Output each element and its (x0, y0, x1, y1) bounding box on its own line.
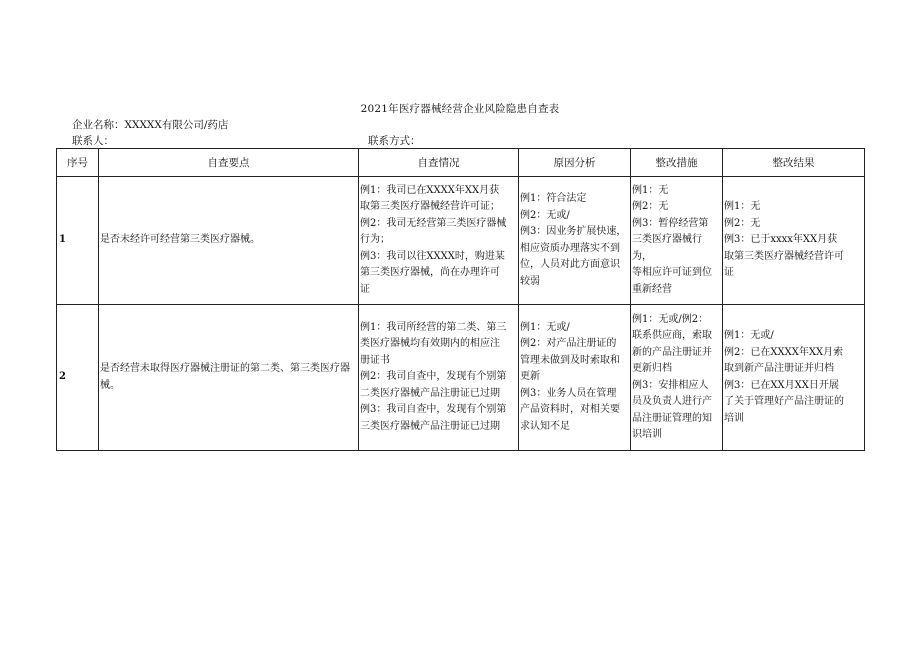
self-inspection-table (56, 148, 865, 451)
cell-line: 例2：无或/ (520, 209, 570, 221)
row-number: 2 (57, 305, 99, 451)
cell-line: 员及负责人进行产 (632, 396, 712, 407)
check-point-cell: 是否未经许可经营第三类医疗器械。 (99, 177, 359, 305)
cell-line: 例2：已在XXXX年XX月索 (724, 346, 844, 358)
cell-line: 例3：我司自查中，发现有个别第 (360, 404, 507, 416)
header-check-situation: 自查情况 (359, 149, 519, 177)
contact-method-label: 联系方式： (368, 135, 421, 147)
contact-person-label: 联系人： (72, 135, 114, 147)
cell-line: 相应资质办理落实不到 (520, 242, 620, 254)
cell-line: 例1：我司已在XXXX年XX月获 (360, 184, 500, 196)
rectification-measures-cell (631, 177, 723, 305)
cell-line: 培训 (724, 412, 744, 424)
cell-line: 取第三类医疗器械经营许可 (724, 250, 844, 262)
cell-line: 第三类医疗器械，尚在办理许可 (360, 267, 500, 279)
table-header-row (57, 149, 865, 177)
cell-line: 取第三类医疗器械经营许可证； (360, 201, 500, 213)
cell-line: 联系供应商，索取 (632, 330, 712, 341)
cell-line: 产品资料时，对相关要 (520, 404, 620, 416)
cell-line: 重新经营 (632, 283, 672, 295)
rectification-measures-cell (631, 305, 723, 451)
cell-line: 更新 (520, 371, 540, 383)
cell-line: 较弱 (520, 275, 540, 287)
document-title: 2021年医疗器械经营企业风险隐患自查表 (360, 103, 560, 115)
cell-line: 新的产品注册证并 (632, 346, 712, 358)
check-situation-cell (359, 177, 519, 305)
cell-line: 识培训 (632, 429, 662, 440)
cell-line: 例2：无 (724, 217, 761, 229)
cell-line: 类医疗器械均有效期内的相应注 (360, 338, 500, 350)
cell-line: 例1：无 (632, 184, 669, 196)
cause-analysis-cell (519, 305, 631, 451)
cell-line: 例3：暂停经营第 (632, 217, 709, 229)
cell-line: 例2：我司无经营第三类医疗器械 (360, 217, 507, 229)
cell-line: 例2：无 (632, 201, 669, 213)
cell-line: 例3：业务人员在管理 (520, 387, 617, 399)
cell-line: 例1：无或/例2： (632, 313, 709, 325)
cell-line: 册证书 (360, 354, 390, 366)
cell-line: 品注册证管理的知 (632, 412, 712, 424)
cell-line: 更新归档 (632, 363, 672, 374)
header-check-point: 自查要点 (99, 149, 359, 177)
cell-line: 例1：无 (724, 201, 761, 213)
table-row (57, 305, 865, 451)
rectification-result-cell (723, 305, 865, 451)
header-rectification-measures: 整改措施 (631, 149, 723, 177)
cell-line: 例1：符合法定 (520, 193, 587, 204)
cell-line: 位，人员对此方面意识 (520, 259, 620, 270)
cell-line: 例3：已在XX月XX日开展 (724, 379, 839, 391)
cell-line: 证 (724, 267, 734, 279)
header-cause-analysis: 原因分析 (519, 149, 631, 177)
cell-line: 求认知不足 (520, 420, 570, 432)
cell-line: 例1：无或/ (724, 330, 774, 341)
cell-line: 行为； (360, 234, 390, 246)
check-situation-cell (359, 305, 519, 451)
cell-line: 三类医疗器械行为， (632, 234, 702, 262)
cell-line: 例2：对产品注册证的 (520, 338, 617, 350)
cell-line: 例3：安排相应人 (632, 379, 709, 391)
header-index: 序号 (57, 149, 99, 177)
header-rectification-result: 整改结果 (723, 149, 865, 177)
rectification-result-cell (723, 177, 865, 305)
cell-line: 例3：已于xxxx年XX月获 (724, 234, 838, 246)
row-number: 1 (57, 177, 99, 305)
cell-line: 例3：因业务扩展快速， (520, 226, 627, 237)
cell-line: 例3：我司以往XXXX时，购进某 (360, 250, 505, 262)
cell-line: 二类医疗器械产品注册证已过期 (360, 387, 500, 399)
cell-line: 了关于管理好产品注册证的 (724, 396, 844, 407)
cell-line: 例2：我司自查中，发现有个别第 (360, 371, 507, 383)
check-point-cell: 是否经营未取得医疗器械注册证的第二类、第三类医疗器械。 (99, 305, 359, 451)
cell-line: 等相应许可证到位 (632, 267, 712, 279)
company-name: 企业名称：XXXXX有限公司/药店 (72, 119, 229, 131)
cell-line: 取到新产品注册证并归档 (724, 363, 834, 374)
table-row (57, 177, 865, 305)
cell-line: 例1：无或/ (520, 321, 570, 333)
cell-line: 例1：我司所经营的第二类、第三 (360, 321, 507, 333)
cause-analysis-cell (519, 177, 631, 305)
cell-line: 三类医疗器械产品注册证已过期 (360, 420, 500, 432)
cell-line: 管理未做到及时索取和 (520, 354, 620, 366)
cell-line: 证 (360, 283, 370, 295)
